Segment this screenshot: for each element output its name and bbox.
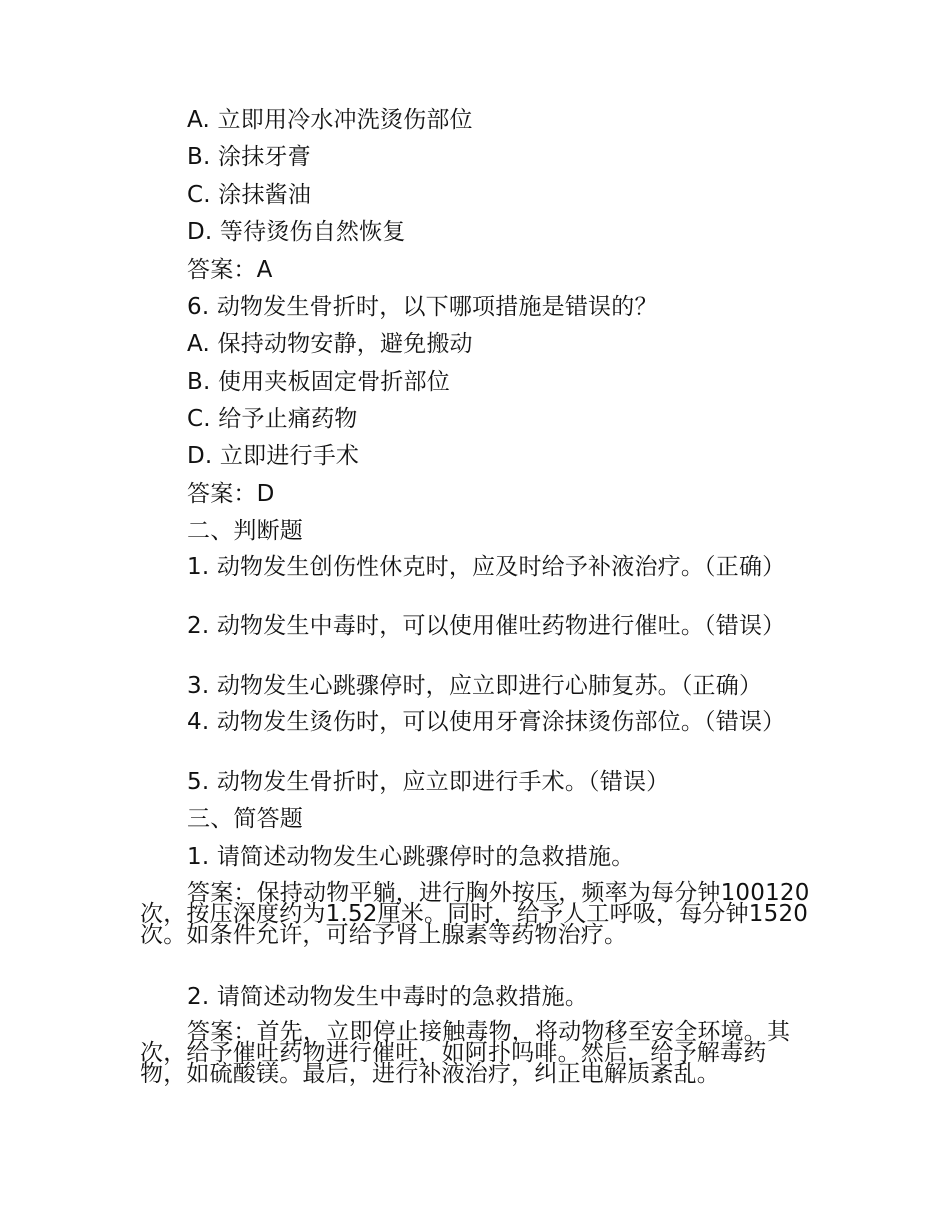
option-c-scald: C. 涂抹酱油	[187, 182, 312, 208]
section-short-answer-heading: 三、简答题	[187, 806, 303, 832]
option-d-scald: D. 等待烫伤自然恢复	[187, 219, 406, 245]
tf-item-4: 4. 动物发生烫伤时，可以使用牙膏涂抹烫伤部位。（错误）	[187, 709, 786, 735]
short-answer-1: 答案：保持动物平躺，进行胸外按压，频率为每分钟100120次，按压深度约为1.52厘米。同时，给予人工呼吸，每分钟1520次。如条件允许，可给予肾上腺素等药物治疗。	[140, 880, 810, 948]
tf-item-3: 3. 动物发生心跳骤停时，应立即进行心肺复苏。（正确）	[187, 673, 763, 699]
answer-fracture: 答案：D	[187, 481, 275, 507]
tf-item-5: 5. 动物发生骨折时，应立即进行手术。（错误）	[187, 769, 670, 795]
tf-item-2: 2. 动物发生中毒时，可以使用催吐药物进行催吐。（错误）	[187, 613, 786, 639]
tf-item-1: 1. 动物发生创伤性休克时，应及时给予补液治疗。（正确）	[187, 554, 786, 580]
option-a-fracture: A. 保持动物安静，避免搬动	[187, 331, 473, 357]
option-b-scald: B. 涂抹牙膏	[187, 144, 311, 170]
short-question-1: 1. 请简述动物发生心跳骤停时的急救措施。	[187, 844, 635, 870]
short-answer-2: 答案：首先，立即停止接触毒物，将动物移至安全环境。其次，给予催吐药物进行催吐，如阿扑吗啡。然后，给予解毒药物，如硫酸镁。最后，进行补液治疗，纠正电解质紊乱。	[140, 1019, 791, 1087]
answer-scald: 答案：A	[187, 257, 273, 283]
option-a-scald: A. 立即用冷水冲洗烫伤部位	[187, 107, 473, 133]
option-c-fracture: C. 给予止痛药物	[187, 406, 358, 432]
option-b-fracture: B. 使用夹板固定骨折部位	[187, 369, 451, 395]
question-6: 6. 动物发生骨折时，以下哪项措施是错误的？	[187, 294, 658, 320]
option-d-fracture: D. 立即进行手术	[187, 443, 360, 469]
short-question-2: 2. 请简述动物发生中毒时的急救措施。	[187, 984, 589, 1010]
section-true-false-heading: 二、判断题	[187, 518, 303, 544]
